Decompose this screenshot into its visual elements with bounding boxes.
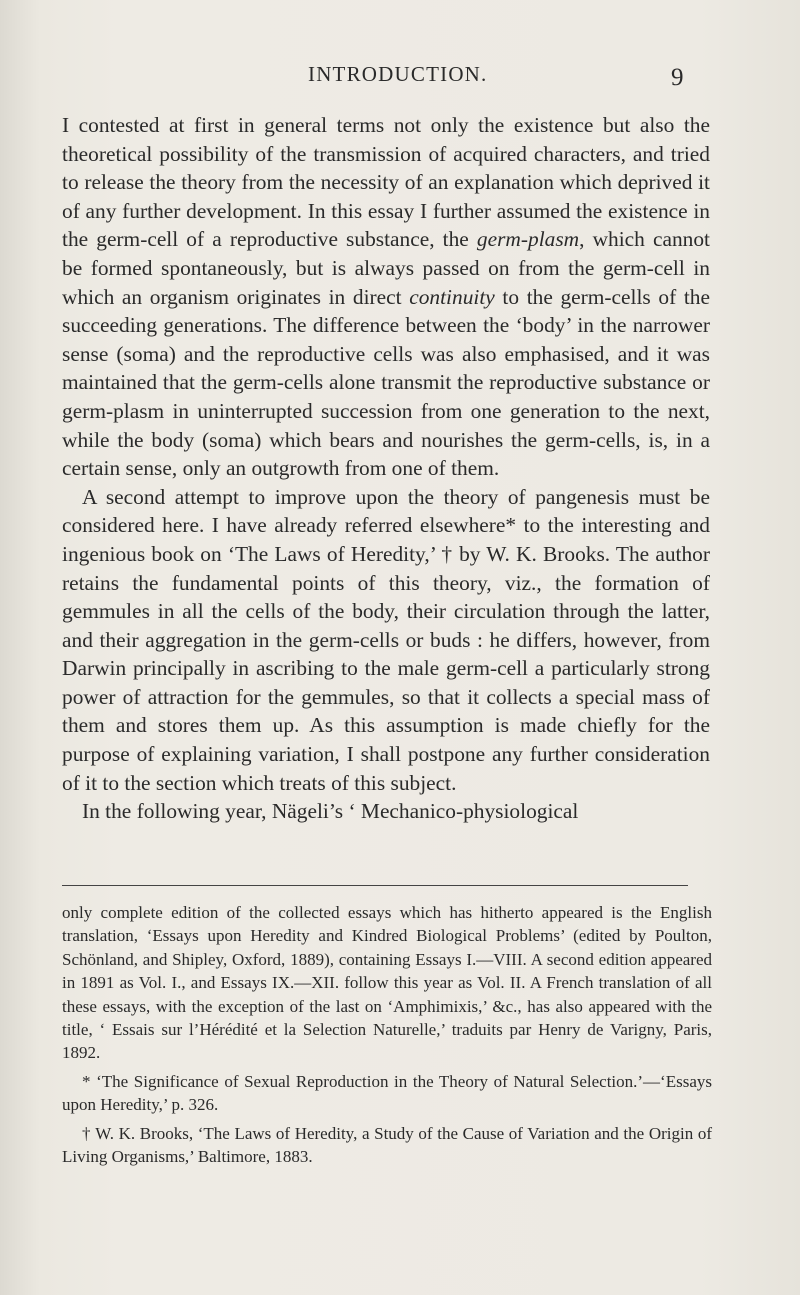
footnote-continued: only complete edition of the collected essays which has hitherto appeared is the English translation, ‘Essays upon Heredity and Kindred Biological Problems’ (edited by Poulton, Schönland, and Shipley, Oxford, 1889), containing Essays I.—VIII. A second edition appeared in 1891 as Vol. I., and Essays IX.—XII. follow this year as Vol. II. A French translation of all these essays, with the exception of the last on ‘Amphimixis,’ &c., has also appeared with the title, ‘ Essais sur l’Hérédité et la Selection Naturelle,’ traduits par Henry de Varigny, Paris, 1892. [62, 903, 712, 1063]
emphasis-germ-plasm: germ-plasm [476, 227, 580, 252]
footnote-divider [62, 885, 688, 886]
footnote-dagger: † W. K. Brooks, ‘The Laws of Heredity, a Study of the Cause of Variation and the Origin of Living Organisms,’ Baltimore, 1883. [62, 1123, 712, 1167]
emphasis-continuity: continuity [409, 284, 495, 309]
page-header [0, 62, 800, 96]
footnote-star: * ‘The Significance of Sexual Reproduction in the Theory of Natural Selection.’—‘Essays upon Heredity,’ p. 326. [62, 1071, 712, 1115]
paragraph-1-part-a: I contested at first in general terms not only the existence but also the theoretical possibility of the transmission of acquired characters, and tried to release the theory from the necessity of an explanation which deprived it of any further development. In this essay I further assumed the existence in the germ-cell of a reproductive substance, the [62, 113, 710, 252]
paragraph-3: In the following year, Nägeli’s ‘ Mechanico-physiological [82, 799, 579, 824]
paragraph-2: A second attempt to improve upon the theory of pangenesis must be considered here. I have already referred elsewhere* to the interesting and ingenious book on ‘The Laws of Heredity,’ † by W. K. Brooks. The author retains the fundamental points of this theory, viz., the formation of gemmules in all the cells of the body, their circulation through the latter, and their aggregation in the germ-cells or buds : he differs, however, from Darwin principally in ascribing to the male germ-cell a particularly strong power of attraction for the gemmules, so that it collects a special mass of them and stores them up. As this assumption is made chiefly for the purpose of explaining variation, I shall postpone any further consideration of it to the section which treats of this subject. [62, 484, 710, 795]
footnotes [62, 901, 712, 1168]
paragraph-1-part-c: to the germ-cells of the succeeding generations. The difference between the ‘body’ in the narrower sense (soma) and the reproductive cells was also emphasised, and it was maintained that the germ-cells alone transmit the reproductive substance or germ-plasm in uninterrupted succession from one generation to the next, while the body (soma) which bears and nourishes the germ-cells, is, in a certain sense, only an outgrowth from one of them. [62, 284, 710, 481]
running-title: INTRODUCTION. [308, 62, 488, 86]
paragraph-1-part-b: , which cannot be formed spontaneously, but is always passed on from the germ-cell in which an organism originates in direct [62, 227, 710, 309]
main-text [62, 111, 710, 826]
page-number: 9 [671, 64, 684, 91]
paragraph-1 [62, 111, 710, 483]
